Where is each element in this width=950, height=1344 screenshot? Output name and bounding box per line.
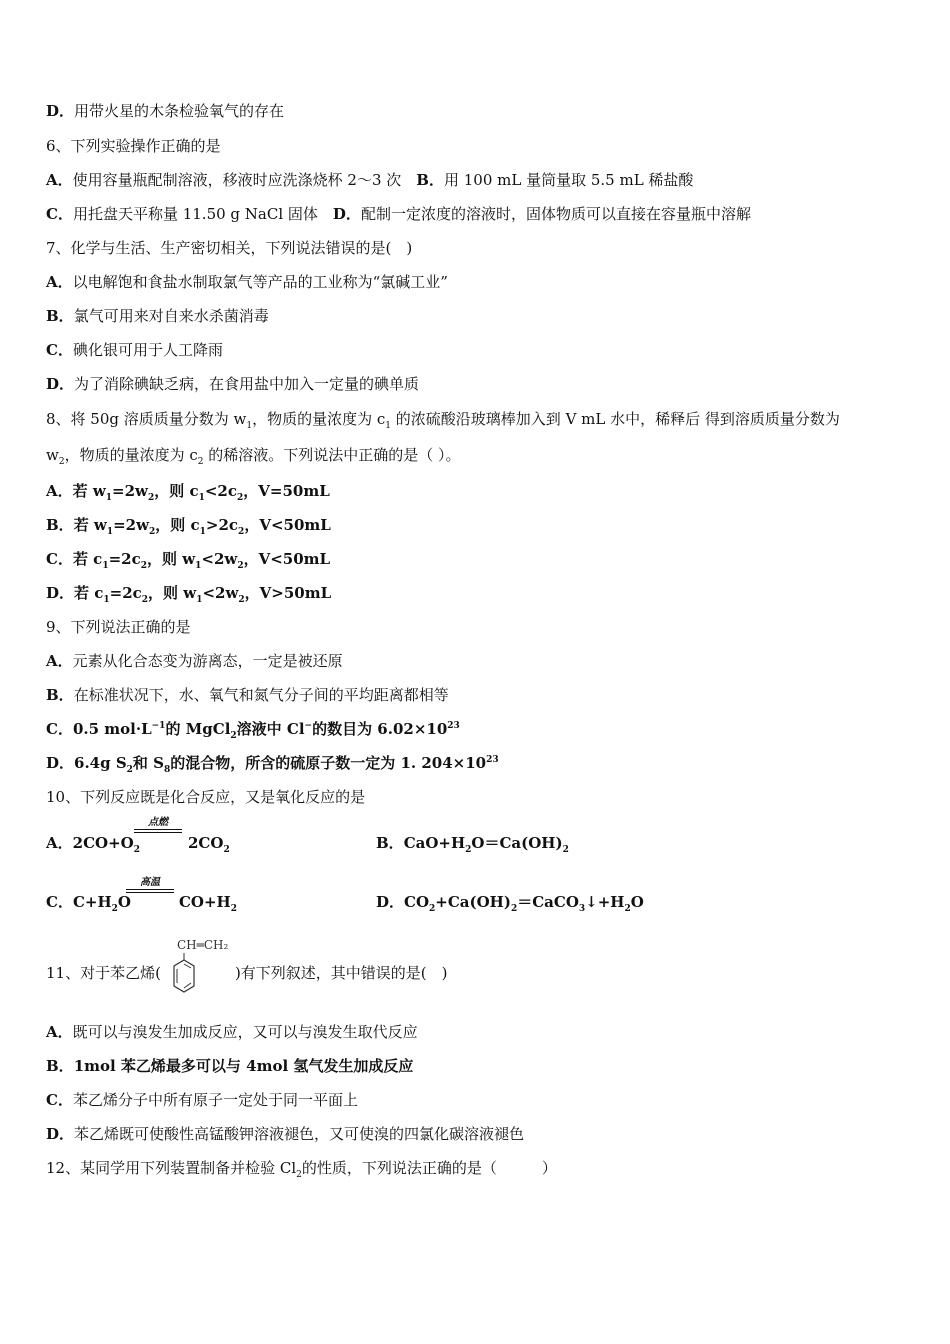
option-d: D．用带火星的木条检验氧气的存在 xyxy=(46,102,285,120)
question-10-option-d: D．$CO_2+Ca(OH)_2=CaCO_3↓+H_2O$ xyxy=(376,893,644,914)
styrene-structure xyxy=(166,936,244,1000)
question-8-stem-line2: $w_2$，物质的量浓度为 $c_2$ 的稀溶液。下列说法中正确的是（ ）。 xyxy=(46,446,461,467)
question-8-option-d: D．若 $c_1=2c_2$，则 $w_1<2w_2$，V>50mL xyxy=(46,584,332,605)
benzene-double-bond xyxy=(184,964,191,968)
question-8-option-c: C．若 $c_1=2c_2$，则 $w_1<2w_2$，V<50mL xyxy=(46,550,331,571)
question-8-option-b: B．若 $w_1=2w_2$，则 $c_1>2c_2$，V<50mL xyxy=(46,516,331,537)
styrene-vinyl-label: CH═CH₂ xyxy=(177,938,229,952)
question-6-options-ab: A．使用容量瓶配制溶液，移液时应洗涤烧杯 2～3 次 B．用 100 mL 量筒量取 5.5 mL 稀盐酸 xyxy=(46,171,694,189)
question-9-option-a: A．元素从化合态变为游离态，一定是被还原 xyxy=(46,652,343,670)
question-12-stem: 12、某同学用下列装置制备并检验 $Cl_2$的性质，下列说法正确的是（ ） xyxy=(46,1159,557,1180)
question-9-stem: 9、下列说法正确的是 xyxy=(46,618,191,636)
question-6-stem: 6、下列实验操作正确的是 xyxy=(46,137,221,155)
reaction-arrow-double-line xyxy=(134,829,182,833)
question-10-option-b: B．$CaO+H_2O=Ca(OH)_2$ xyxy=(376,834,569,855)
question-10-stem: 10、下列反应既是化合反应，又是氧化反应的是 xyxy=(46,788,366,806)
question-6-options-cd: C．用托盘天平称量 11.50 g NaCl 固体 D．配制一定浓度的溶液时，固体物质可以直接在容量瓶中溶解 xyxy=(46,205,751,223)
question-7-option-b: B．氯气可用来对自来水杀菌消毒 xyxy=(46,307,269,325)
question-9-option-d: D．6.4g $S_2$和 $S_8$的混合物，所含的硫原子数一定为 1. $204\times 10^{23}$ xyxy=(46,754,499,775)
question-7-option-d: D．为了消除碘缺乏病，在食用盐中加入一定量的碘单质 xyxy=(46,375,420,393)
question-7-stem: 7、化学与生活、生产密切相关，下列说法错误的是( ) xyxy=(46,239,413,257)
question-11-option-b: B．1mol 苯乙烯最多可以与 4mol 氢气发生加成反应 xyxy=(46,1057,414,1075)
question-10-option-a: A．$2CO+O_2$ $2CO_2$ xyxy=(46,834,230,855)
reaction-arrow-double-line xyxy=(126,889,174,893)
question-9-option-c: C．0.5 $mol\cdot L^{-1}$的 MgCl$_2$溶液中 Cl−的数目为 $6.02\times 10^{23}$ xyxy=(46,720,460,741)
question-8-option-a: A．若 $w_1=2w_2$，则 $c_1<2c_2$，V=50mL xyxy=(46,482,330,503)
question-11-option-d: D．苯乙烯既可使酸性高锰酸钾溶液褪色，又可使溴的四氯化碳溶液褪色 xyxy=(46,1125,525,1143)
reaction-condition-high-temp: 高温 xyxy=(126,877,174,893)
question-11-stem: 11、对于苯乙烯( )有下列叙述，其中错误的是( ) xyxy=(46,964,448,982)
question-11-option-c: C．苯乙烯分子中所有原子一定处于同一平面上 xyxy=(46,1091,358,1109)
benzene-double-bond xyxy=(184,983,191,988)
question-11-option-a: A．既可以与溴发生加成反应，又可以与溴发生取代反应 xyxy=(46,1023,418,1041)
question-8-stem-line1: 8、将 50g 溶质质量分数为 $w_1$，物质的量浓度为 $c_1$ 的浓硫酸沿玻璃棒加入到 V mL 水中，稀释后 得到溶质质量分数为 xyxy=(46,410,840,431)
reaction-condition-ignite: 点燃 xyxy=(134,817,182,833)
question-7-option-c: C．碘化银可用于人工降雨 xyxy=(46,341,223,359)
question-10-option-c: C．$C+H_2O$ $CO+H_2$ xyxy=(46,893,237,914)
question-9-option-b: B．在标准状况下，水、氧气和氮气分子间的平均距离都相等 xyxy=(46,686,449,704)
question-7-option-a: A．以电解饱和食盐水制取氯气等产品的工业称为“氯碱工业” xyxy=(46,273,448,291)
